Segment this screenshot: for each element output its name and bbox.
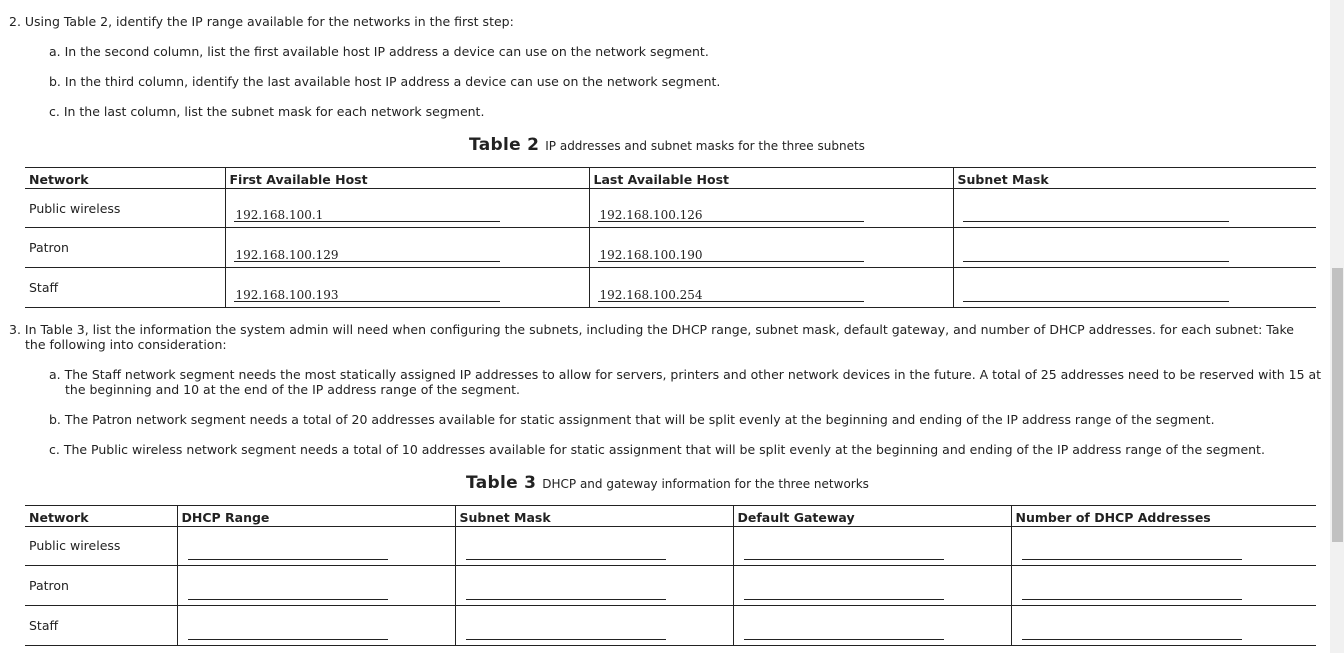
table2-header-first-host: First Available Host: [225, 168, 589, 189]
step3-intro: 3. In Table 3, list the information the system admin will need when configuring the subnets, including the DHCP range, subnet mask, default gateway, and number of DHCP addresses. for each subnet: Take the following into consideration:: [9, 322, 1294, 352]
network-cell: [25, 527, 177, 566]
network-label: Staff: [29, 618, 59, 633]
subnet-mask-field[interactable]: [963, 248, 1229, 262]
scrollbar-thumb[interactable]: [1332, 268, 1343, 542]
first-host-value: 192.168.100.193: [235, 288, 339, 302]
table2-header-subnet-mask: Subnet Mask: [953, 168, 1316, 189]
table2-header-last-host: Last Available Host: [589, 168, 953, 189]
table3-caption: [466, 473, 869, 493]
last-host-cell: [589, 268, 953, 308]
table2-caption: [469, 135, 865, 155]
network-cell: [25, 566, 177, 606]
network-cell: [25, 606, 177, 646]
step3-item-c: c. The Public wireless network segment needs a total of 10 addresses available for static assignment that will be split evenly at the beginning and ending of the IP address range of the segment.: [49, 442, 1265, 457]
table-row: [25, 527, 1316, 566]
network-label: Public wireless: [29, 201, 121, 216]
table3-header-default-gateway: Default Gateway: [733, 506, 1011, 527]
network-cell: [25, 228, 225, 268]
table2-label: Table 2: [469, 135, 540, 155]
dhcp-count-cell: [1011, 566, 1316, 606]
first-host-cell: [225, 228, 589, 268]
dhcp-count-field[interactable]: [1022, 626, 1242, 640]
network-label: Public wireless: [29, 538, 121, 553]
table-row: [25, 268, 1316, 308]
last-host-value: 192.168.100.190: [599, 248, 703, 262]
first-host-value: 192.168.100.129: [235, 248, 339, 262]
dhcp-range-field[interactable]: [188, 586, 388, 600]
step2-item-c: c. In the last column, list the subnet mask for each network segment.: [49, 104, 485, 119]
default-gateway-cell: [733, 566, 1011, 606]
table-row: [25, 189, 1316, 228]
last-host-field[interactable]: [598, 248, 864, 262]
subnet-mask-cell: [455, 566, 733, 606]
step2-intro: 2. Using Table 2, identify the IP range available for the networks in the first step:: [9, 14, 514, 29]
dhcp-count-cell: [1011, 527, 1316, 566]
vertical-scrollbar[interactable]: [1330, 0, 1344, 653]
dhcp-range-field[interactable]: [188, 626, 388, 640]
dhcp-count-cell: [1011, 606, 1316, 646]
step2-item-b: b. In the third column, identify the last available host IP address a device can use on the network segment.: [49, 74, 721, 89]
table3-header-network: Network: [25, 506, 177, 527]
first-host-field[interactable]: [234, 208, 500, 222]
subnet-mask-cell: [953, 268, 1316, 308]
dhcp-range-cell: [177, 566, 455, 606]
table3-header-dhcp-range: DHCP Range: [177, 506, 455, 527]
subnet-mask-cell: [455, 527, 733, 566]
subnet-mask-field[interactable]: [963, 288, 1229, 302]
default-gateway-field[interactable]: [744, 546, 944, 560]
step3-item-a: a. The Staff network segment needs the most statically assigned IP addresses to allow for servers, printers and other network devices in the future. A total of 25 addresses need to be reserved with 15 at the beginning and 10 at the end of the IP address range of the segment.: [49, 367, 1322, 397]
table3-description: DHCP and gateway information for the three networks: [542, 477, 869, 491]
network-label: Patron: [29, 240, 69, 255]
last-host-field[interactable]: [598, 208, 864, 222]
table-row: [25, 566, 1316, 606]
subnet-mask-cell: [953, 189, 1316, 228]
dhcp-range-field[interactable]: [188, 546, 388, 560]
dhcp-count-field[interactable]: [1022, 586, 1242, 600]
table2-description: IP addresses and subnet masks for the three subnets: [545, 139, 865, 153]
network-cell: [25, 189, 225, 228]
subnet-mask-field[interactable]: [466, 586, 666, 600]
dhcp-range-cell: [177, 527, 455, 566]
default-gateway-cell: [733, 527, 1011, 566]
table2-header-network: Network: [25, 168, 225, 189]
network-label: Patron: [29, 578, 69, 593]
dhcp-count-field[interactable]: [1022, 546, 1242, 560]
first-host-value: 192.168.100.1: [235, 208, 324, 222]
first-host-field[interactable]: [234, 288, 500, 302]
dhcp-range-cell: [177, 606, 455, 646]
last-host-cell: [589, 228, 953, 268]
subnet-mask-cell: [953, 228, 1316, 268]
table2-header-row: [25, 168, 1316, 189]
last-host-value: 192.168.100.126: [599, 208, 703, 222]
table2: [25, 167, 1316, 308]
subnet-mask-field[interactable]: [466, 626, 666, 640]
default-gateway-field[interactable]: [744, 586, 944, 600]
step3-item-b: b. The Patron network segment needs a total of 20 addresses available for static assignment that will be split evenly at the beginning and ending of the IP address range of the segment.: [49, 412, 1215, 427]
subnet-mask-field[interactable]: [466, 546, 666, 560]
network-label: Staff: [29, 280, 59, 295]
first-host-cell: [225, 268, 589, 308]
last-host-value: 192.168.100.254: [599, 288, 703, 302]
table3-label: Table 3: [466, 473, 537, 493]
last-host-field[interactable]: [598, 288, 864, 302]
default-gateway-cell: [733, 606, 1011, 646]
table-row: [25, 606, 1316, 646]
table3: [25, 505, 1316, 646]
table3-header-subnet-mask: Subnet Mask: [455, 506, 733, 527]
table3-header-row: [25, 506, 1316, 527]
first-host-cell: [225, 189, 589, 228]
subnet-mask-field[interactable]: [963, 208, 1229, 222]
table-row: [25, 228, 1316, 268]
last-host-cell: [589, 189, 953, 228]
first-host-field[interactable]: [234, 248, 500, 262]
network-cell: [25, 268, 225, 308]
table3-header-dhcp-count: Number of DHCP Addresses: [1011, 506, 1316, 527]
step2-item-a: a. In the second column, list the first available host IP address a device can use on the network segment.: [49, 44, 709, 59]
subnet-mask-cell: [455, 606, 733, 646]
default-gateway-field[interactable]: [744, 626, 944, 640]
